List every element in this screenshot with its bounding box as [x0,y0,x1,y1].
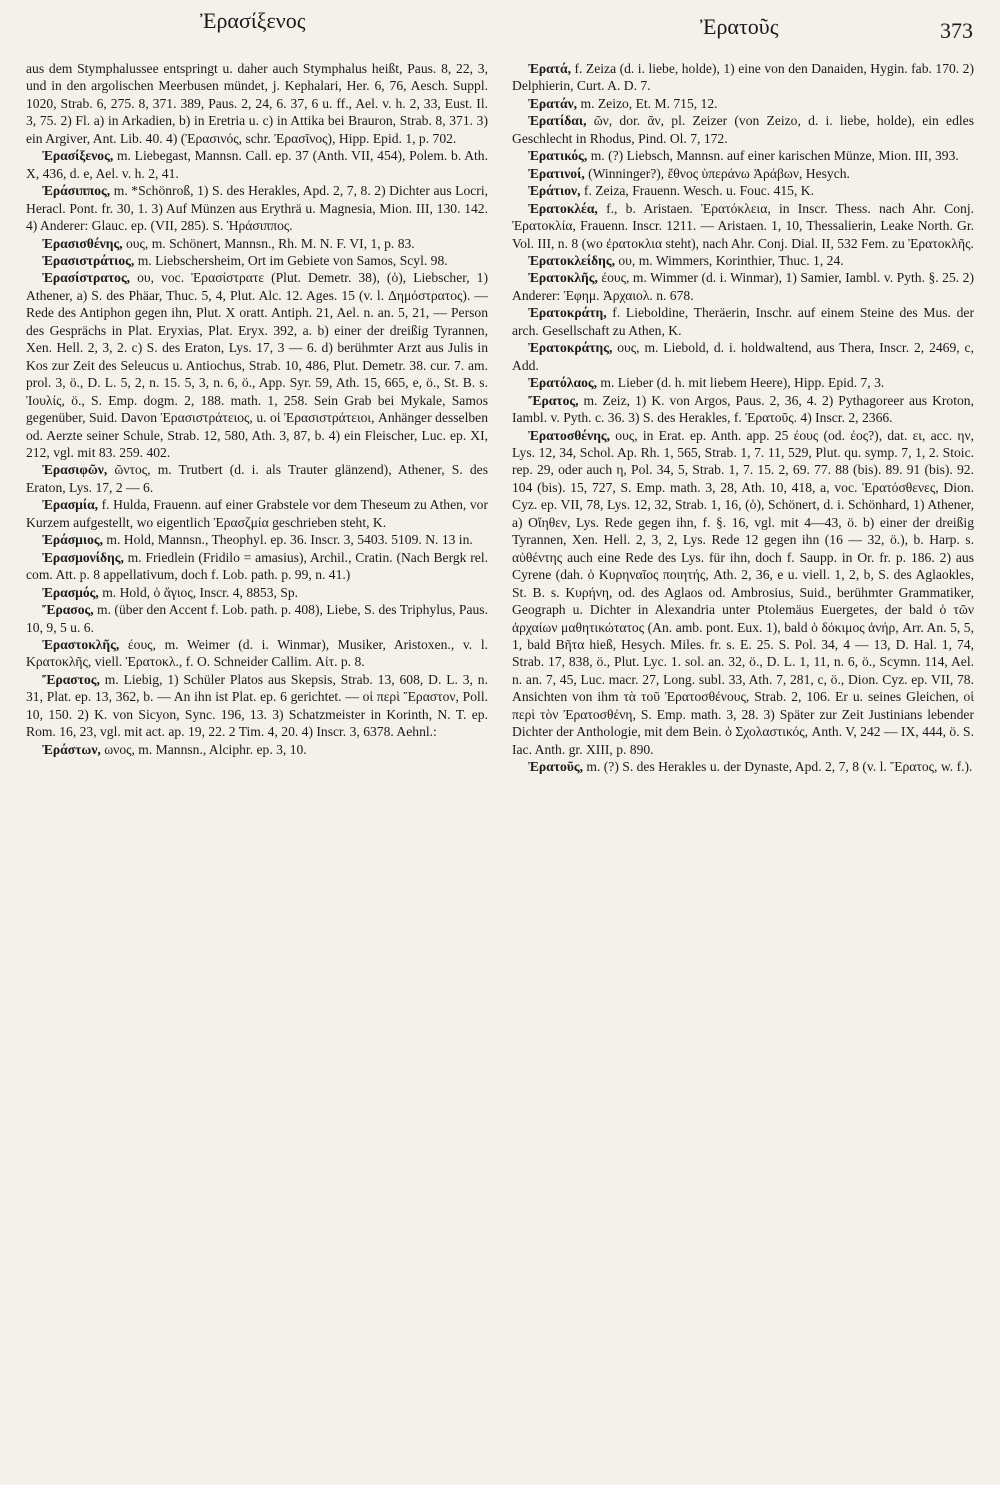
entry-body: ους, in Erat. ep. Anth. app. 25 έους (od. έος?), dat. ει, acc. ην, Lys. 12, 34, Schol. Ap. Rh. 1, 565, Strab. 1, 7. 11, 529, Plut. qu. symp. 7, 1, 2. Stoic. rep. 29, oder auch η, Pol. 34, 5, Strab. 1, 7. 15. 2, 69. 77. 88 (bis). 89. 91 (bis). 92. 104 (bis). 15, 727, S. Emp. math. 3, 28, Ath. 10, 418, a, voc. Ἐρατόσθενες, Dion. Cyz. ep. VII, 78, Lys. 12, 32, Strab. 1, 16, (ὁ), Schönert, d. i. Schönhard, 1) Athener, a) Οἴηθεν, Lys. Rede gegen ihn, f. §. 16, vgl. mit 4—43, ö. b) einer der dreißig Tyrannen, Xen. Hell. 2, 3, 2, Lys. Rede 12 gegen ihn (16 — 32, ö.), b. Harp. s. αὐθέντης auch eine Rede des Lys. für ihn, doch f. Saupp. in Or. fr. p. 186. 2) aus Cyrene (dah. ὁ Κυρηναῖος ποιητής, Ath. 2, 36, e u. viell. 1, 2, b, S. des Aglaokles, St. B. s. Κυρήνη, od. des Aglaos od. Ambrosius, Suid., berühmter Grammatiker, Geograph u. Dichter in Alexandria unter Ptolemäus Euergetes, der bald ὁ τῶν ἀρχαίων μαθητικώτατος (An. amb. pont. Eux. 1), bald ὁ δόκιμος ἀνήρ, Arr. An. 5, 5, 1, bald Βῆτα hieß, Hesych. Miles. fr. s. E. 25. S. Pol. 34, 4 — 13, D. Hal. 1, 74, Strab. 17, 838, ö., Plut. Lyc. 1. sol. an. 32, ö., D. L. 1, 11, n. 6, ö., Scymn. 114, Ael. n. an. 7, 45, Luc. macr. 27, Long. subl. 33, Ath. 7, 281, c, ö., Dion. Cyz. ep. VII, 78. Ansichten von ihm τὰ τοῦ Ἐρατοσθένους, Strab. 2, 106. Er u. seines Gleichen, οἱ περὶ τὸν Ἐρατοσθένη, S. Emp. math. 3, 28. 3) Später zur Zeit Justinians lebender Dichter der Anthologie, mit dem Bein. ὁ Σχολαστικός, Anth. V, 242 — IX, 444, ö. S. Iac. Anth. gr. XIII, p. 890. [512,427,974,757]
dictionary-entry [512,200,974,252]
dictionary-entry [26,496,488,531]
entry-headword: Ἐρατοκλείδης, [528,252,615,268]
dictionary-entry [512,165,974,182]
entry-body: m. (?) S. des Herakles u. der Dynaste, Apd. 2, 7, 8 (v. l. Ἔρατος, w. f.). [583,759,973,775]
entry-headword: Ἐράστων, [42,741,101,757]
entry-body: ου, voc. Ἐρασίστρατε (Plut. Demetr. 38), (ὁ), Liebscher, 1) Athener, a) S. des Phäar, Thuc. 5, 4, Plut. Alc. 12. Ages. 15 (v. l. Δημόστρατος). — Rede des Antiphon gegen ihn, Plut. X oratt. Antiph. 21, Ael. n. an. 5, 21, — Person des Gesprächs in Plat. Eryxias, Plat. Eryx. 392, a. b) einer der dreißig Tyrannen, Xen. Hell. 2, 3, 2. c) S. des Eraton, Lys. 17, 3 — 6. d) berühmter Arzt aus Julis in Kos zur Zeit des Seleucus u. Antiochus, Strab. 10, 486, Plut. Demetr. 38. cur. 7. am. prol. 3, ö., D. L. 5, 2, n. 15. 5, 3, n. 6, ö., App. Syr. 59, Ath. 15, 665, e, ö., St. B. s. Ἰουλίς, ö., S. Emp. dogm. 2, 188. math. 1, 258. Sein Grab bei Mykale, Samos gegenüber, Suid. Davon Ἐρασιστράτειος, u. οἱ Ἐρασιστράτειοι, Anhänger desselben od. Aerzte seiner Schule, Strab. 12, 580, Ath. 3, 87, b. 4) ein Fleischer, Luc. ep. XI, 212, vgl. mit 83. 259. 402. [26,270,488,460]
entry-body: έους, m. Wimmer (d. i. Winmar), 1) Samier, Iambl. v. Pyth. §. 25. 2) Anderer: Ἐφημ. Ἀρχαιολ. n. 678. [512,270,974,303]
dictionary-entry [512,269,974,304]
entry-body: m. Hold, ὁ ἅγιος, Inscr. 4, 8853, Sp. [98,584,299,600]
dictionary-entry [512,392,974,427]
entry-body: m. Hold, Mannsn., Theophyl. ep. 36. Inscr. 3, 5403. 5109. N. 13 in. [103,532,473,548]
entry-body: m. Friedlein (Fridilo = amasius), Archil., Cratin. (Nach Bergk rel. com. Att. p. 8 appellativum, doch f. Lob. path. p. 99, n. 41.) [26,549,488,583]
dictionary-entry [26,60,488,147]
entry-headword: Ἐράσμιος, [42,532,103,548]
entry-headword: Ἔραστος, [42,671,100,687]
page-number: 373 [940,18,973,43]
entry-body: f., b. Aristaen. Ἐρατόκλεια, in Inscr. Thess. nach Ahr. Conj. Ἐρατοκλία, Frauenn. Inscr. 1211. — Aristaen. 1, 10, Thessalierin, Leake North. Gr. Vol. III, n. 8 (wo ἐρατοκλια steht), nach Ahr. Conj. Dial. II, 532 Fem. zu Ἐρατοκλῆς. [512,200,974,251]
dictionary-entry [26,461,488,496]
dictionary-entry [512,95,974,112]
entry-headword: Ἐρατοκλῆς, [528,270,598,286]
dictionary-entry [26,601,488,636]
entry-headword: Ἐρατά, [528,61,572,76]
entry-headword: Ἐρατινοί, [528,165,585,181]
entry-headword: Ἐρατικός, [528,148,588,164]
dictionary-entry [512,252,974,269]
entry-headword: Ἐρασμονίδης, [42,549,124,565]
entry-headword: Ἐρασίστρατος, [42,270,131,286]
entry-body: aus dem Stymphalussee entspringt u. daher auch Stymphalus heißt, Paus. 8, 22, 3, und in den argolischen Meerbusen mündet, j. Kephalari, Her. 6, 76, Aesch. Suppl. 1020, Strab. 6, 275. 8, 371. 389, Paus. 2, 24, 6. 37, 6 u. ff., Ael. v. h. 2, 33, Eust. Il. 3, 75. 2) Fl. a) in Arkadien, b) in Eretria u. c) in Attika bei Brauron, Strab. 8, 371. 3) ein Argiver, Ant. Lib. 40. 4) (Ἐρασινός, schr. Ἐρασῖνος), Hipp. Epid. 1, p. 702. [26,61,488,146]
entry-body: f. Zeiza (d. i. liebe, holde), 1) eine von den Danaiden, Hygin. fab. 170. 2) Delphierin, Curt. A. D. 7. [512,61,974,94]
right-column [512,60,974,776]
entry-body: ους, m. Schönert, Mannsn., Rh. M. N. F. VI, 1, p. 83. [122,235,415,251]
entry-body: (Winninger?), ἔθνος ὑπεράνω Ἀράβων, Hesych. [584,165,850,181]
entry-body: ῶν, dor. ᾶν, pl. Zeizer (von Zeizo, d. i. liebe, holde), ein edles Geschlecht in Rhodus, Pind. Ol. 7, 172. [512,113,974,146]
dictionary-entry [26,252,488,269]
entry-headword: Ἔρασος, [42,602,94,618]
left-column [26,60,488,758]
entry-headword: Ἐρατοσθένης, [528,427,611,443]
dictionary-entry [26,235,488,252]
dictionary-entry [512,112,974,147]
dictionary-entry [512,60,974,95]
dictionary-entry [512,758,974,775]
dictionary-entry [512,339,974,374]
entry-headword: Ἐράτιον, [528,183,581,199]
dictionary-entry [26,671,488,741]
entry-body: ωνος, m. Mannsn., Alciphr. ep. 3, 10. [100,741,307,757]
entry-headword: Ἐρατίδαι, [528,113,587,129]
dictionary-entry [26,549,488,584]
entry-headword: Ἔρατος, [528,392,579,408]
dictionary-entry [26,147,488,182]
entry-headword: Ἐρατάν, [528,95,578,111]
entry-body: ους, m. Liebold, d. i. holdwaltend, aus Thera, Inscr. 2, 2469, c, Add. [512,340,974,373]
entry-headword: Ἐράσιππος, [42,183,111,199]
entry-headword: Ἐρατοκλέα, [528,200,598,216]
dictionary-entry [512,304,974,339]
dictionary-entry [26,584,488,601]
entry-body: m. Liebegast, Mannsn. Call. ep. 37 (Anth. VII, 454), Polem. b. Ath. X, 436, d. e, Ael. v. h. 2, 41. [26,148,488,181]
dictionary-entry [512,147,974,164]
dictionary-entry [26,741,488,758]
entry-body: ου, m. Wimmers, Korinthier, Thuc. 1, 24. [614,252,844,268]
entry-body: m. (über den Accent f. Lob. path. p. 408), Liebe, S. des Triphylus, Paus. 10, 9, 5 u. 6. [26,602,488,635]
entry-headword: Ἐρασμός, [42,584,99,600]
left-running-head: Ἐρασίξενος [200,8,306,33]
entry-body: m. Zeizo, Et. M. 715, 12. [577,95,718,111]
dictionary-entry [26,636,488,671]
entry-body: ῶντος, m. Trutbert (d. i. als Trauter glänzend), Athener, S. des Eraton, Lys. 17, 2 — 6. [26,462,488,495]
entry-body: m. Liebschersheim, Ort im Gebiete von Samos, Scyl. 98. [134,252,448,268]
entry-headword: Ἐρασισθένης, [42,235,123,251]
entry-headword: Ἐρατοῦς, [528,759,584,775]
entry-body: m. Zeiz, 1) K. von Argos, Paus. 2, 36, 4. 2) Pythagoreer aus Kroton, Iambl. v. Pyth. c. 36. 3) S. des Herakles, f. Ἐρατοῦς. 4) Inscr. 2, 2366. [512,392,974,426]
right-running-head: Ἐρατοῦς [700,14,779,39]
entry-body: m. Liebig, 1) Schüler Platos aus Skepsis, Strab. 13, 608, D. L. 3, n. 31, Plat. ep. 13, 362, b. — An ihn ist Plat. ep. 6 gerichtet. — οἱ περὶ Ἔραστον, Poll. 10, 150. 2) K. von Sicyon, Sync. 196, 13. 3) Schatzmeister in Korinth, N. T. ep. Rom. 16, 23, vgl. mit act. ap. 19, 22. 2 Tim. 4, 20. 4) Inscr. 3, 6378. Aehnl.: [26,671,488,740]
entry-body: f. Lieboldine, Theräerin, Inschr. auf einem Steine des Mus. der arch. Gesellschaft zu Athen, K. [512,305,974,338]
page-header [0,6,1000,46]
entry-body: f. Hulda, Frauenn. auf einer Grabstele vor dem Theseum zu Athen, vor Kurzem aufgestellt, wo eigentlich Ἐρασζμία geschrieben steht, K. [26,497,488,530]
entry-body: έους, m. Weimer (d. i. Winmar), Musiker, Aristoxen., v. l. Κρατοκλῆς, viell. Ἐρατοκλ., f. O. Schneider Callim. Αἰτ. p. 8. [26,636,488,670]
entry-headword: Ἐρασμία, [42,497,99,513]
entry-headword: Ἐρασίξενος, [42,148,114,164]
entry-body: f. Zeiza, Frauenn. Wesch. u. Fouc. 415, K. [580,183,814,199]
dictionary-entry [512,427,974,759]
entry-headword: Ἐρασιφῶν, [42,462,108,478]
entry-body: m. (?) Liebsch, Mannsn. auf einer karischen Münze, Mion. III, 393. [587,148,959,164]
entry-headword: Ἐρατοκράτη, [528,305,607,321]
dictionary-entry [26,531,488,548]
dictionary-entry [26,269,488,461]
entry-headword: Ἐρατόλαος, [528,375,598,391]
dictionary-entry [512,374,974,391]
entry-body: m. Lieber (d. h. mit liebem Heere), Hipp. Epid. 7, 3. [597,375,885,391]
entry-headword: Ἐρασιστράτιος, [42,252,135,268]
entry-headword: Ἐρατοκράτης, [528,340,613,356]
entry-headword: Ἐραστοκλῆς, [42,636,120,652]
dictionary-entry [512,182,974,199]
dictionary-entry [26,182,488,234]
entry-body: m. *Schönroß, 1) S. des Herakles, Apd. 2, 7, 8. 2) Dichter aus Locri, Heracl. Pont. fr. 30, 1. 3) Auf Münzen aus Erythrä u. Magnesia, Mion. III, 130. 142. 4) Anderer: Glauc. ep. (VII, 285). S. Ἡράσιππος. [26,183,488,234]
